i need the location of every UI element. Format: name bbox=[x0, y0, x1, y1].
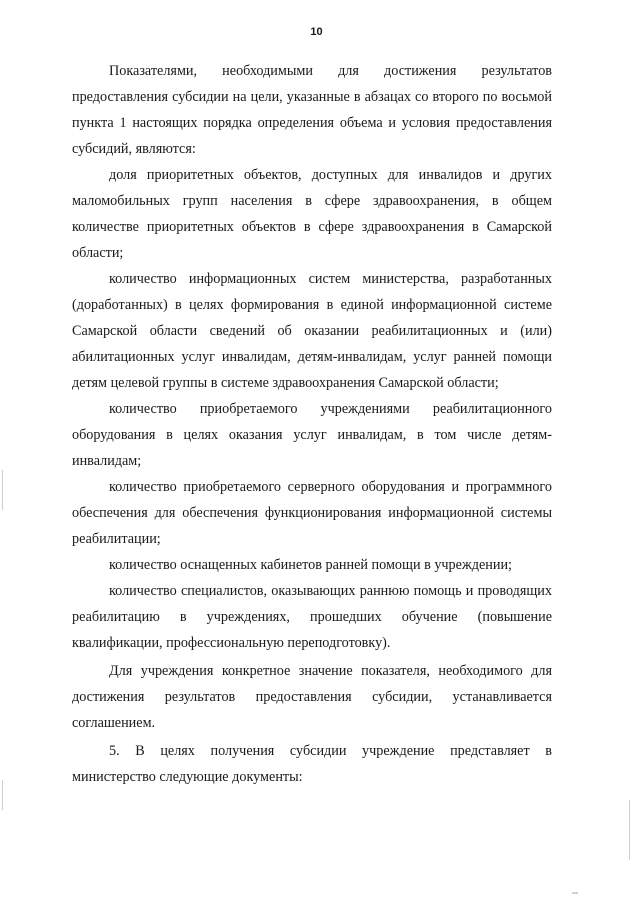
paragraph-specialists-count: количество специалистов, оказывающих раннюю помощь и проводящих реабилитацию в учреждениях, прошедших обучение (повышение квалификации, профессиональную переподготовку). bbox=[72, 583, 552, 651]
paragraph-early-help-rooms-count: количество оснащенных кабинетов ранней помощи в учреждении; bbox=[109, 557, 512, 573]
paragraph-server-equipment-count: количество приобретаемого серверного оборудования и программного обеспечения для обеспечения функционирования информационной системы реабилитации; bbox=[72, 479, 552, 547]
page-number: 10 bbox=[310, 26, 323, 38]
paragraph-indicators-intro: Показателями, необходимыми для достижения результатов предоставления субсидии на цели, указанные в абзацах со второго по восьмой пункта 1 настоящих порядка определения объема и условия предоставления субсидий, являются: bbox=[72, 63, 552, 157]
paragraph-indicator-value: Для учреждения конкретное значение показателя, необходимого для достижения результатов предоставления субсидии, устанавливается соглашением. bbox=[72, 663, 552, 731]
paragraph-information-systems-count: количество информационных систем министерства, разработанных (доработанных) в целях формирования в единой информационной системе Самарской области сведений об оказании реабилитационных и (или) абилитационных услуг инвалидам, детям-инвалидам, услуг ранней помощи детям целевой группы в системе здравоохранения Самарской области; bbox=[72, 271, 552, 391]
scan-edge-mark bbox=[2, 470, 3, 510]
paragraph-rehabilitation-equipment-count: количество приобретаемого учреждениями реабилитационного оборудования в целях оказания услуг инвалидам, в том числе детям-инвалидам; bbox=[72, 401, 552, 469]
page-body bbox=[72, 58, 552, 790]
scan-edge-mark bbox=[629, 800, 630, 860]
paragraph-section-5: 5. В целях получения субсидии учреждение представляет в министерство следующие документы: bbox=[72, 743, 552, 785]
scan-edge-mark bbox=[2, 780, 3, 810]
scan-speck bbox=[572, 892, 578, 894]
paragraph-priority-objects-share: доля приоритетных объектов, доступных для инвалидов и других маломобильных групп населения в сфере здравоохранения, в общем количестве приоритетных объектов в сфере здравоохранения в Самарской области; bbox=[72, 167, 552, 261]
